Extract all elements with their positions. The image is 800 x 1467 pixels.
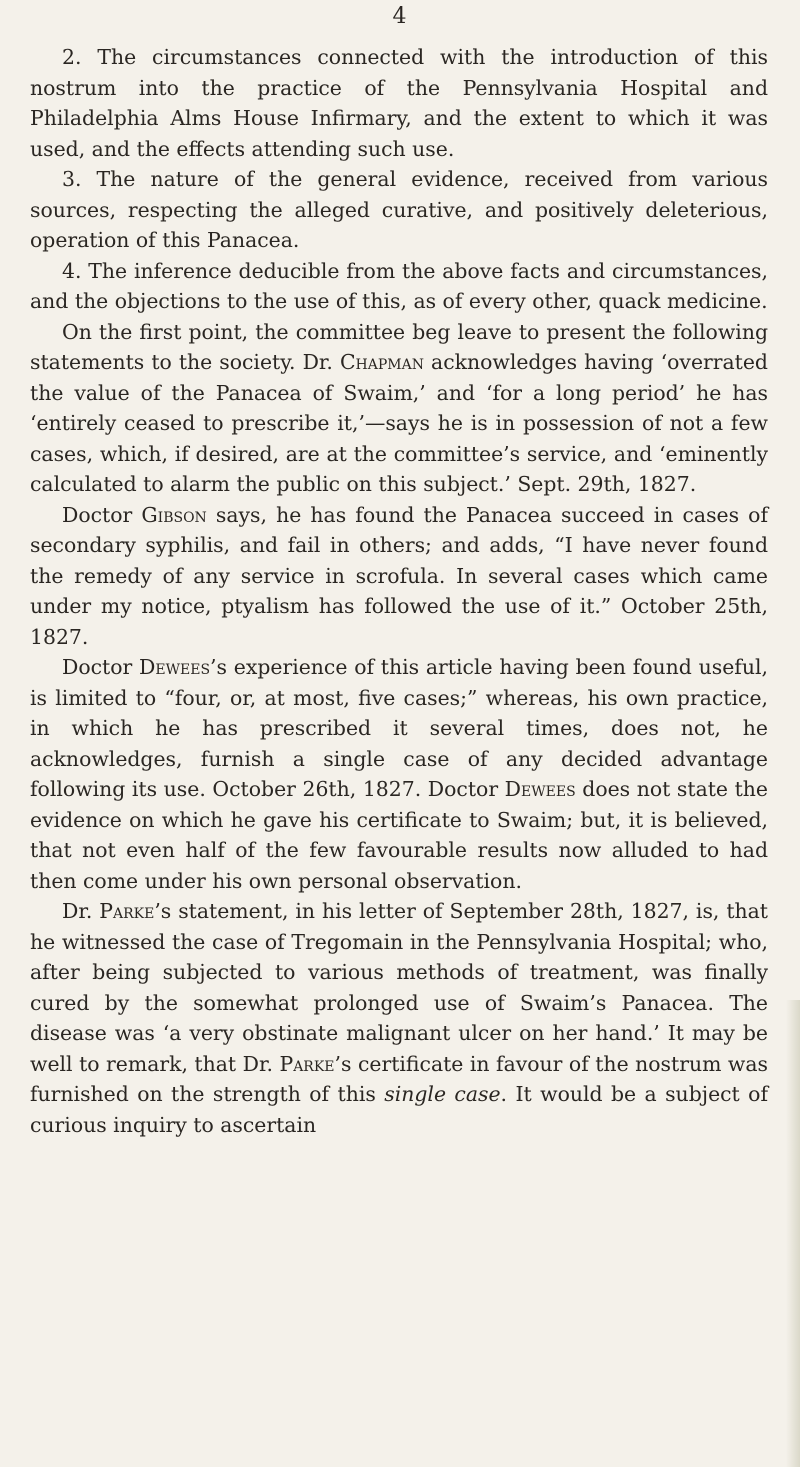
paragraph-item-3: 3. The nature of the general evidence, received from various sources, respecting the alleged curative, and positively deleterious, operation of this Panacea. bbox=[30, 167, 768, 252]
paragraph-first-point bbox=[30, 317, 768, 500]
gibson-statement: says, he has found the Panacea succeed in cases of secondary syphilis, and fail in others; and adds, “I have never found the remedy of any service in scrofula. In several cases which came under my notice, ptyalism has followed the use of it.” October 25th, 1827. bbox=[30, 502, 768, 649]
page-number: 4 bbox=[392, 4, 408, 29]
parke-statement-end: . It would be a subject of curious inquiry to ascertain bbox=[30, 1082, 768, 1137]
chapman-statement: acknowledges having ‘overrated the value of the Panacea of Swaim,’ and ‘for a long period’ he has ‘entirely ceased to prescribe it,’—says he is in possession of not a few cases, which, if desired, are at the committee’s service, and ‘eminently calculated to alarm the public on this subject.’ Sept. 29th, 1827. bbox=[30, 350, 768, 496]
paragraph-item-4: 4. The inference deducible from the above facts and circumstances, and the objections to the use of this, as of every other, quack medicine. bbox=[30, 258, 768, 313]
page-edge-shadow bbox=[786, 1000, 800, 1467]
parke-name: Parke bbox=[99, 899, 155, 923]
paragraph-dewees bbox=[30, 652, 768, 896]
gibson-name: Gibson bbox=[141, 502, 207, 527]
parke-prefix: Dr. bbox=[62, 899, 100, 923]
body-text bbox=[30, 42, 768, 1140]
gibson-prefix: Doctor bbox=[62, 502, 142, 527]
paragraph-item-2: 2. The circumstances connected with the introduction of this nostrum into the practice of the Pennsylvania Hospital and Philadelphia Alms House Infirmary, and the extent to which it was used, and the effects attending such use. bbox=[30, 45, 768, 161]
dewees-name: Dewees bbox=[139, 655, 211, 679]
parke-statement-continued: ’s certificate in favour of the nostrum was furnished on the strength of this bbox=[30, 1051, 768, 1106]
paragraph-gibson bbox=[30, 500, 768, 653]
dewees-name-second: Dewees bbox=[504, 777, 576, 801]
dewees-prefix: Doctor bbox=[62, 655, 140, 679]
dewees-statement-continued: does not state the evidence on which he gave his certificate to Swaim; but, it is believed, that not even half of the few favourable results now alluded to had then come under his own personal observation. bbox=[30, 777, 768, 893]
chapman-name: Chapman bbox=[339, 350, 424, 374]
paragraph-parke bbox=[30, 896, 768, 1140]
single-case-emphasis: single case bbox=[384, 1082, 501, 1106]
dewees-statement: ’s experience of this article having been found useful, is limited to “four, or, at most, five cases;” whereas, his own practice, in which he has prescribed it several times, does not, he acknowledges, furnish a single case of any decided advantage following its use. October 26th, 1827. Doctor bbox=[30, 655, 768, 801]
parke-statement: ’s statement, in his letter of September 28th, 1827, is, that he witnessed the case of Tregomain in the Pennsylvania Hospital; who, after being subjected to various methods of treatment, was finally cured by the somewhat prolonged use of Swaim’s Panacea. The disease was ‘a very obstinate malignant ulcer on her hand.’ It may be well to remark, that Dr. bbox=[30, 899, 768, 1076]
chapman-prefix: Dr. bbox=[302, 350, 340, 374]
first-point-text: On the first point, the committee beg leave to present the following statements to the society. bbox=[30, 319, 768, 374]
parke-name-second: Parke bbox=[279, 1051, 335, 1076]
